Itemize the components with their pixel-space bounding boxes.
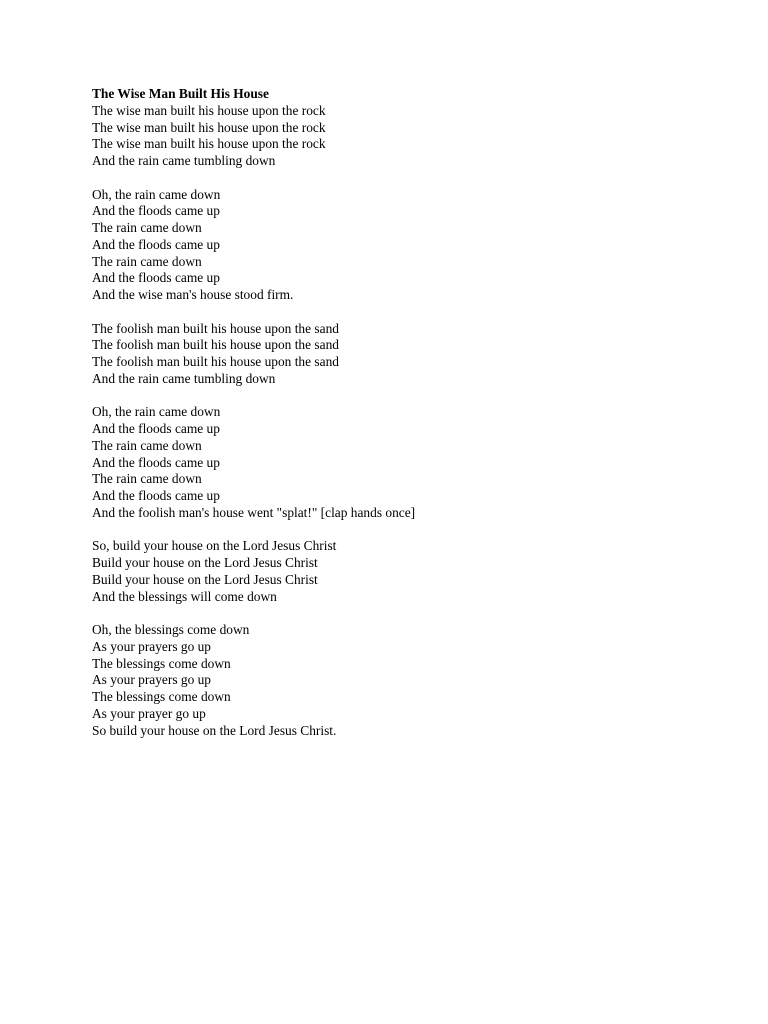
lyric-line: And the rain came tumbling down: [92, 370, 276, 386]
lyrics-body: [92, 86, 712, 756]
lyric-line: And the foolish man's house went "splat!" [clap hands once]: [92, 504, 416, 520]
lyric-line: As your prayers go up: [92, 672, 212, 688]
lyric-line: So, build your house on the Lord Jesus Christ: [92, 538, 337, 554]
lyric-line: As your prayers go up: [92, 638, 212, 654]
lyric-line: Oh, the blessings come down: [92, 622, 250, 637]
lyric-line: And the wise man's house stood firm.: [92, 287, 294, 302]
lyric-line: The wise man built his house upon the rock: [92, 102, 326, 118]
lyric-line: Build your house on the Lord Jesus Christ: [92, 571, 318, 587]
stanza-5: [92, 538, 712, 605]
lyric-line: The wise man built his house upon the rock: [92, 136, 326, 152]
lyric-line: So build your house on the Lord Jesus Christ.: [92, 722, 337, 738]
stanza-2: [92, 187, 712, 304]
lyric-line: As your prayer go up: [92, 705, 206, 721]
lyric-line: The blessings come down: [92, 689, 231, 704]
page-title: The Wise Man Built His House: [92, 86, 269, 101]
lyric-line: And the floods came up: [92, 488, 220, 503]
lyric-line: The foolish man built his house upon the sand: [92, 337, 339, 353]
stanza-6: [92, 622, 712, 739]
lyric-line: Oh, the rain came down: [92, 404, 221, 420]
lyric-line: And the floods came up: [92, 421, 220, 436]
lyric-line: And the floods came up: [92, 270, 220, 286]
lyric-line: The rain came down: [92, 253, 202, 269]
lyric-line: And the floods came up: [92, 454, 220, 470]
lyric-line: The blessings come down: [92, 655, 231, 671]
lyric-line: The wise man built his house upon the rock: [92, 119, 326, 135]
lyric-line: Build your house on the Lord Jesus Christ: [92, 555, 318, 570]
lyric-line: And the rain came tumbling down: [92, 153, 276, 168]
stanza-4: [92, 404, 712, 521]
lyric-line: The rain came down: [92, 220, 202, 235]
stanza-3: [92, 321, 712, 388]
lyric-line: And the blessings will come down: [92, 588, 277, 604]
lyric-line: The foolish man built his house upon the sand: [92, 320, 339, 336]
lyric-line: The rain came down: [92, 471, 202, 487]
lyric-line: Oh, the rain came down: [92, 186, 221, 202]
lyric-line: The foolish man built his house upon the sand: [92, 354, 339, 369]
lyric-line: And the floods came up: [92, 236, 220, 252]
lyric-line: The rain came down: [92, 437, 202, 453]
lyric-line: And the floods came up: [92, 203, 220, 219]
stanza-1: [92, 103, 712, 170]
